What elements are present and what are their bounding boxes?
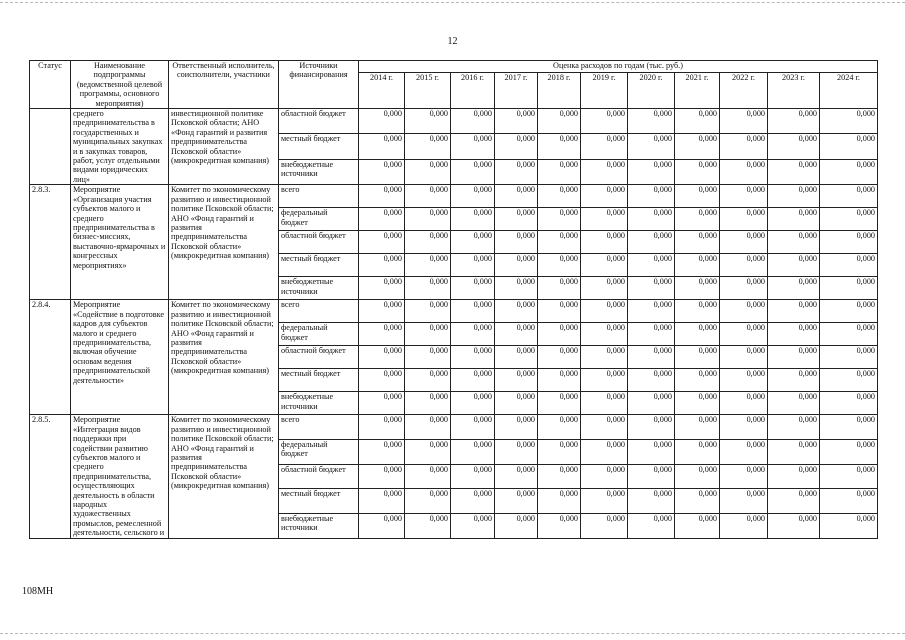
value-cell: 0,000 [675, 346, 720, 369]
value-cell: 0,000 [628, 392, 675, 415]
value-cell: 0,000 [820, 323, 878, 346]
value-cell: 0,000 [675, 109, 720, 134]
value-cell: 0,000 [675, 323, 720, 346]
value-cell: 0,000 [820, 369, 878, 392]
value-cell: 0,000 [495, 489, 538, 514]
value-cell: 0,000 [628, 134, 675, 159]
value-cell: 0,000 [628, 300, 675, 323]
value-cell: 0,000 [538, 346, 581, 369]
value-cell: 0,000 [405, 415, 451, 440]
row-source: внебюджетные источники [279, 392, 359, 415]
value-cell: 0,000 [581, 513, 628, 538]
value-cell: 0,000 [538, 254, 581, 277]
value-cell: 0,000 [451, 439, 495, 464]
value-cell: 0,000 [768, 369, 820, 392]
value-cell: 0,000 [359, 109, 405, 134]
value-cell: 0,000 [628, 208, 675, 231]
row-source: федеральный бюджет [279, 439, 359, 464]
value-cell: 0,000 [538, 134, 581, 159]
header-year: 2021 г. [675, 73, 720, 109]
value-cell: 0,000 [675, 159, 720, 184]
budget-table [29, 60, 878, 539]
table-row [30, 185, 878, 208]
value-cell: 0,000 [495, 231, 538, 254]
value-cell: 0,000 [405, 439, 451, 464]
value-cell: 0,000 [675, 369, 720, 392]
value-cell: 0,000 [359, 464, 405, 489]
value-cell: 0,000 [768, 439, 820, 464]
value-cell: 0,000 [359, 392, 405, 415]
value-cell: 0,000 [405, 489, 451, 514]
value-cell: 0,000 [820, 109, 878, 134]
value-cell: 0,000 [628, 159, 675, 184]
value-cell: 0,000 [495, 346, 538, 369]
value-cell: 0,000 [628, 464, 675, 489]
value-cell: 0,000 [581, 185, 628, 208]
row-source: местный бюджет [279, 489, 359, 514]
value-cell: 0,000 [451, 300, 495, 323]
value-cell: 0,000 [359, 323, 405, 346]
value-cell: 0,000 [820, 489, 878, 514]
value-cell: 0,000 [581, 231, 628, 254]
value-cell: 0,000 [451, 277, 495, 300]
row-name: Мероприятие «Интеграция видов поддержки при содействии развитию субъектов малого и среднего предпринимательства, осуществляющих деятельность в области народных художественных промыслов, ремесленной деятельности, сельского и [71, 415, 169, 538]
value-cell: 0,000 [720, 231, 768, 254]
value-cell: 0,000 [581, 109, 628, 134]
value-cell: 0,000 [495, 439, 538, 464]
value-cell: 0,000 [768, 323, 820, 346]
value-cell: 0,000 [675, 300, 720, 323]
value-cell: 0,000 [675, 277, 720, 300]
header-status: Статус [30, 61, 71, 109]
value-cell: 0,000 [675, 415, 720, 440]
value-cell: 0,000 [538, 513, 581, 538]
row-source: местный бюджет [279, 134, 359, 159]
value-cell: 0,000 [820, 513, 878, 538]
value-cell: 0,000 [451, 323, 495, 346]
value-cell: 0,000 [768, 489, 820, 514]
value-cell: 0,000 [720, 254, 768, 277]
value-cell: 0,000 [628, 369, 675, 392]
value-cell: 0,000 [768, 277, 820, 300]
row-executor: инвестиционной политике Псковской области; АНО «Фонд гарантий и развития предпринимательства Псковской области» (микрокредитная компания) [169, 109, 279, 185]
row-code: 2.8.3. [30, 185, 71, 300]
value-cell: 0,000 [405, 134, 451, 159]
value-cell: 0,000 [581, 277, 628, 300]
row-name: Мероприятие «Содействие в подготовке кадров для субъектов малого и среднего предпринимательства, включая обучение основам ведения предпринимательской деятельности» [71, 300, 169, 415]
value-cell: 0,000 [720, 369, 768, 392]
table-row [30, 109, 878, 134]
value-cell: 0,000 [628, 277, 675, 300]
value-cell: 0,000 [359, 254, 405, 277]
header-estimate: Оценка расходов по годам (тыс. руб.) [359, 61, 878, 73]
value-cell: 0,000 [495, 159, 538, 184]
header-year: 2016 г. [451, 73, 495, 109]
value-cell: 0,000 [538, 323, 581, 346]
value-cell: 0,000 [768, 254, 820, 277]
value-cell: 0,000 [495, 323, 538, 346]
value-cell: 0,000 [451, 208, 495, 231]
value-cell: 0,000 [581, 159, 628, 184]
value-cell: 0,000 [359, 346, 405, 369]
value-cell: 0,000 [581, 300, 628, 323]
value-cell: 0,000 [451, 464, 495, 489]
value-cell: 0,000 [720, 185, 768, 208]
value-cell: 0,000 [538, 185, 581, 208]
value-cell: 0,000 [768, 415, 820, 440]
row-code: 2.8.5. [30, 415, 71, 538]
value-cell: 0,000 [451, 134, 495, 159]
header-year: 2020 г. [628, 73, 675, 109]
value-cell: 0,000 [538, 439, 581, 464]
value-cell: 0,000 [628, 185, 675, 208]
value-cell: 0,000 [538, 415, 581, 440]
value-cell: 0,000 [720, 415, 768, 440]
value-cell: 0,000 [359, 185, 405, 208]
header-year: 2019 г. [581, 73, 628, 109]
header-name: Наименование подпрограммы (ведомственной целевой программы, основного мероприятия) [71, 61, 169, 109]
value-cell: 0,000 [451, 369, 495, 392]
value-cell: 0,000 [495, 109, 538, 134]
row-source: внебюджетные источники [279, 277, 359, 300]
value-cell: 0,000 [820, 159, 878, 184]
value-cell: 0,000 [538, 489, 581, 514]
value-cell: 0,000 [405, 231, 451, 254]
row-source: всего [279, 300, 359, 323]
value-cell: 0,000 [495, 415, 538, 440]
value-cell: 0,000 [405, 208, 451, 231]
value-cell: 0,000 [495, 254, 538, 277]
value-cell: 0,000 [495, 464, 538, 489]
value-cell: 0,000 [820, 277, 878, 300]
value-cell: 0,000 [495, 300, 538, 323]
value-cell: 0,000 [628, 109, 675, 134]
value-cell: 0,000 [768, 464, 820, 489]
row-source: внебюджетные источники [279, 159, 359, 184]
value-cell: 0,000 [538, 464, 581, 489]
value-cell: 0,000 [359, 159, 405, 184]
value-cell: 0,000 [720, 346, 768, 369]
value-cell: 0,000 [628, 513, 675, 538]
header-executor: Ответственный исполнитель, соисполнители, участники [169, 61, 279, 109]
value-cell: 0,000 [675, 208, 720, 231]
value-cell: 0,000 [538, 109, 581, 134]
row-code: 2.8.4. [30, 300, 71, 415]
page-number: 12 [447, 36, 458, 47]
row-source: областной бюджет [279, 231, 359, 254]
value-cell: 0,000 [768, 185, 820, 208]
header-year: 2022 г. [720, 73, 768, 109]
value-cell: 0,000 [820, 346, 878, 369]
value-cell: 0,000 [359, 489, 405, 514]
header-year: 2017 г. [495, 73, 538, 109]
value-cell: 0,000 [359, 300, 405, 323]
value-cell: 0,000 [628, 415, 675, 440]
value-cell: 0,000 [675, 489, 720, 514]
value-cell: 0,000 [495, 134, 538, 159]
value-cell: 0,000 [820, 415, 878, 440]
value-cell: 0,000 [628, 231, 675, 254]
value-cell: 0,000 [820, 185, 878, 208]
value-cell: 0,000 [720, 464, 768, 489]
value-cell: 0,000 [538, 392, 581, 415]
value-cell: 0,000 [581, 464, 628, 489]
value-cell: 0,000 [720, 489, 768, 514]
value-cell: 0,000 [768, 513, 820, 538]
value-cell: 0,000 [405, 369, 451, 392]
value-cell: 0,000 [581, 323, 628, 346]
row-name: среднего предпринимательства в государственных и муниципальных закупках и в закупках товаров, работ, услуг отдельными видами юридических лиц» [71, 109, 169, 185]
table-row [30, 415, 878, 440]
value-cell: 0,000 [768, 109, 820, 134]
footer-code: 108МН [22, 586, 54, 597]
value-cell: 0,000 [628, 346, 675, 369]
value-cell: 0,000 [675, 231, 720, 254]
value-cell: 0,000 [405, 254, 451, 277]
value-cell: 0,000 [628, 439, 675, 464]
value-cell: 0,000 [720, 439, 768, 464]
value-cell: 0,000 [495, 185, 538, 208]
row-source: внебюджетные источники [279, 513, 359, 538]
value-cell: 0,000 [581, 489, 628, 514]
value-cell: 0,000 [720, 208, 768, 231]
value-cell: 0,000 [405, 346, 451, 369]
value-cell: 0,000 [820, 231, 878, 254]
header-year: 2014 г. [359, 73, 405, 109]
table-row [30, 300, 878, 323]
row-executor: Комитет по экономическому развитию и инвестиционной политике Псковской области; АНО «Фонд гарантий и развития предпринимательства Псковской области» (микрокредитная компания) [169, 415, 279, 538]
header-year: 2023 г. [768, 73, 820, 109]
value-cell: 0,000 [675, 134, 720, 159]
row-source: всего [279, 415, 359, 440]
header-year: 2018 г. [538, 73, 581, 109]
value-cell: 0,000 [628, 323, 675, 346]
header-year: 2015 г. [405, 73, 451, 109]
value-cell: 0,000 [581, 134, 628, 159]
value-cell: 0,000 [451, 489, 495, 514]
value-cell: 0,000 [451, 231, 495, 254]
value-cell: 0,000 [581, 392, 628, 415]
value-cell: 0,000 [495, 277, 538, 300]
value-cell: 0,000 [451, 254, 495, 277]
value-cell: 0,000 [768, 159, 820, 184]
value-cell: 0,000 [405, 392, 451, 415]
value-cell: 0,000 [581, 208, 628, 231]
value-cell: 0,000 [768, 392, 820, 415]
value-cell: 0,000 [720, 277, 768, 300]
value-cell: 0,000 [720, 134, 768, 159]
value-cell: 0,000 [628, 254, 675, 277]
value-cell: 0,000 [359, 513, 405, 538]
value-cell: 0,000 [768, 346, 820, 369]
value-cell: 0,000 [820, 254, 878, 277]
value-cell: 0,000 [359, 208, 405, 231]
value-cell: 0,000 [405, 513, 451, 538]
value-cell: 0,000 [720, 392, 768, 415]
row-executor: Комитет по экономическому развитию и инвестиционной политике Псковской области; АНО «Фонд гарантий и развития предпринимательства Псковской области» (микрокредитная компания) [169, 300, 279, 415]
value-cell: 0,000 [820, 300, 878, 323]
value-cell: 0,000 [405, 159, 451, 184]
value-cell: 0,000 [451, 185, 495, 208]
row-source: местный бюджет [279, 369, 359, 392]
value-cell: 0,000 [451, 109, 495, 134]
table-body [30, 109, 878, 539]
row-source: областной бюджет [279, 464, 359, 489]
row-code [30, 109, 71, 185]
value-cell: 0,000 [581, 439, 628, 464]
value-cell: 0,000 [405, 300, 451, 323]
header-sources: Источники финансирования [279, 61, 359, 109]
value-cell: 0,000 [720, 109, 768, 134]
row-source: местный бюджет [279, 254, 359, 277]
value-cell: 0,000 [359, 415, 405, 440]
value-cell: 0,000 [581, 254, 628, 277]
value-cell: 0,000 [538, 159, 581, 184]
value-cell: 0,000 [768, 300, 820, 323]
value-cell: 0,000 [451, 415, 495, 440]
value-cell: 0,000 [495, 392, 538, 415]
value-cell: 0,000 [628, 489, 675, 514]
row-source: федеральный бюджет [279, 323, 359, 346]
value-cell: 0,000 [495, 369, 538, 392]
value-cell: 0,000 [820, 464, 878, 489]
row-source: всего [279, 185, 359, 208]
value-cell: 0,000 [675, 464, 720, 489]
value-cell: 0,000 [359, 134, 405, 159]
value-cell: 0,000 [451, 159, 495, 184]
value-cell: 0,000 [538, 277, 581, 300]
value-cell: 0,000 [768, 134, 820, 159]
value-cell: 0,000 [675, 392, 720, 415]
header-year: 2024 г. [820, 73, 878, 109]
value-cell: 0,000 [405, 185, 451, 208]
value-cell: 0,000 [720, 323, 768, 346]
row-source: федеральный бюджет [279, 208, 359, 231]
value-cell: 0,000 [359, 231, 405, 254]
value-cell: 0,000 [768, 208, 820, 231]
row-source: областной бюджет [279, 346, 359, 369]
value-cell: 0,000 [820, 134, 878, 159]
value-cell: 0,000 [820, 208, 878, 231]
value-cell: 0,000 [405, 464, 451, 489]
value-cell: 0,000 [405, 109, 451, 134]
value-cell: 0,000 [538, 208, 581, 231]
value-cell: 0,000 [720, 513, 768, 538]
value-cell: 0,000 [581, 415, 628, 440]
value-cell: 0,000 [538, 300, 581, 323]
value-cell: 0,000 [451, 346, 495, 369]
value-cell: 0,000 [820, 392, 878, 415]
value-cell: 0,000 [451, 513, 495, 538]
value-cell: 0,000 [538, 369, 581, 392]
row-name: Мероприятие «Организация участия субъектов малого и среднего предпринимательства в бизнес-миссиях, выставочно-ярмарочных и конгрессных мероприятиях» [71, 185, 169, 300]
value-cell: 0,000 [538, 231, 581, 254]
value-cell: 0,000 [359, 369, 405, 392]
value-cell: 0,000 [720, 159, 768, 184]
value-cell: 0,000 [405, 277, 451, 300]
scan-edge-bottom [0, 633, 905, 634]
value-cell: 0,000 [720, 300, 768, 323]
scan-edge-top [0, 2, 905, 3]
value-cell: 0,000 [768, 231, 820, 254]
value-cell: 0,000 [675, 439, 720, 464]
value-cell: 0,000 [581, 346, 628, 369]
row-executor: Комитет по экономическому развитию и инвестиционной политике Псковской области; АНО «Фонд гарантий и развития предпринимательства Псковской области» (микрокредитная компания) [169, 185, 279, 300]
value-cell: 0,000 [495, 208, 538, 231]
value-cell: 0,000 [405, 323, 451, 346]
value-cell: 0,000 [581, 369, 628, 392]
value-cell: 0,000 [451, 392, 495, 415]
row-source: областной бюджет [279, 109, 359, 134]
value-cell: 0,000 [359, 439, 405, 464]
value-cell: 0,000 [495, 513, 538, 538]
value-cell: 0,000 [675, 254, 720, 277]
value-cell: 0,000 [820, 439, 878, 464]
value-cell: 0,000 [675, 185, 720, 208]
value-cell: 0,000 [359, 277, 405, 300]
value-cell: 0,000 [675, 513, 720, 538]
